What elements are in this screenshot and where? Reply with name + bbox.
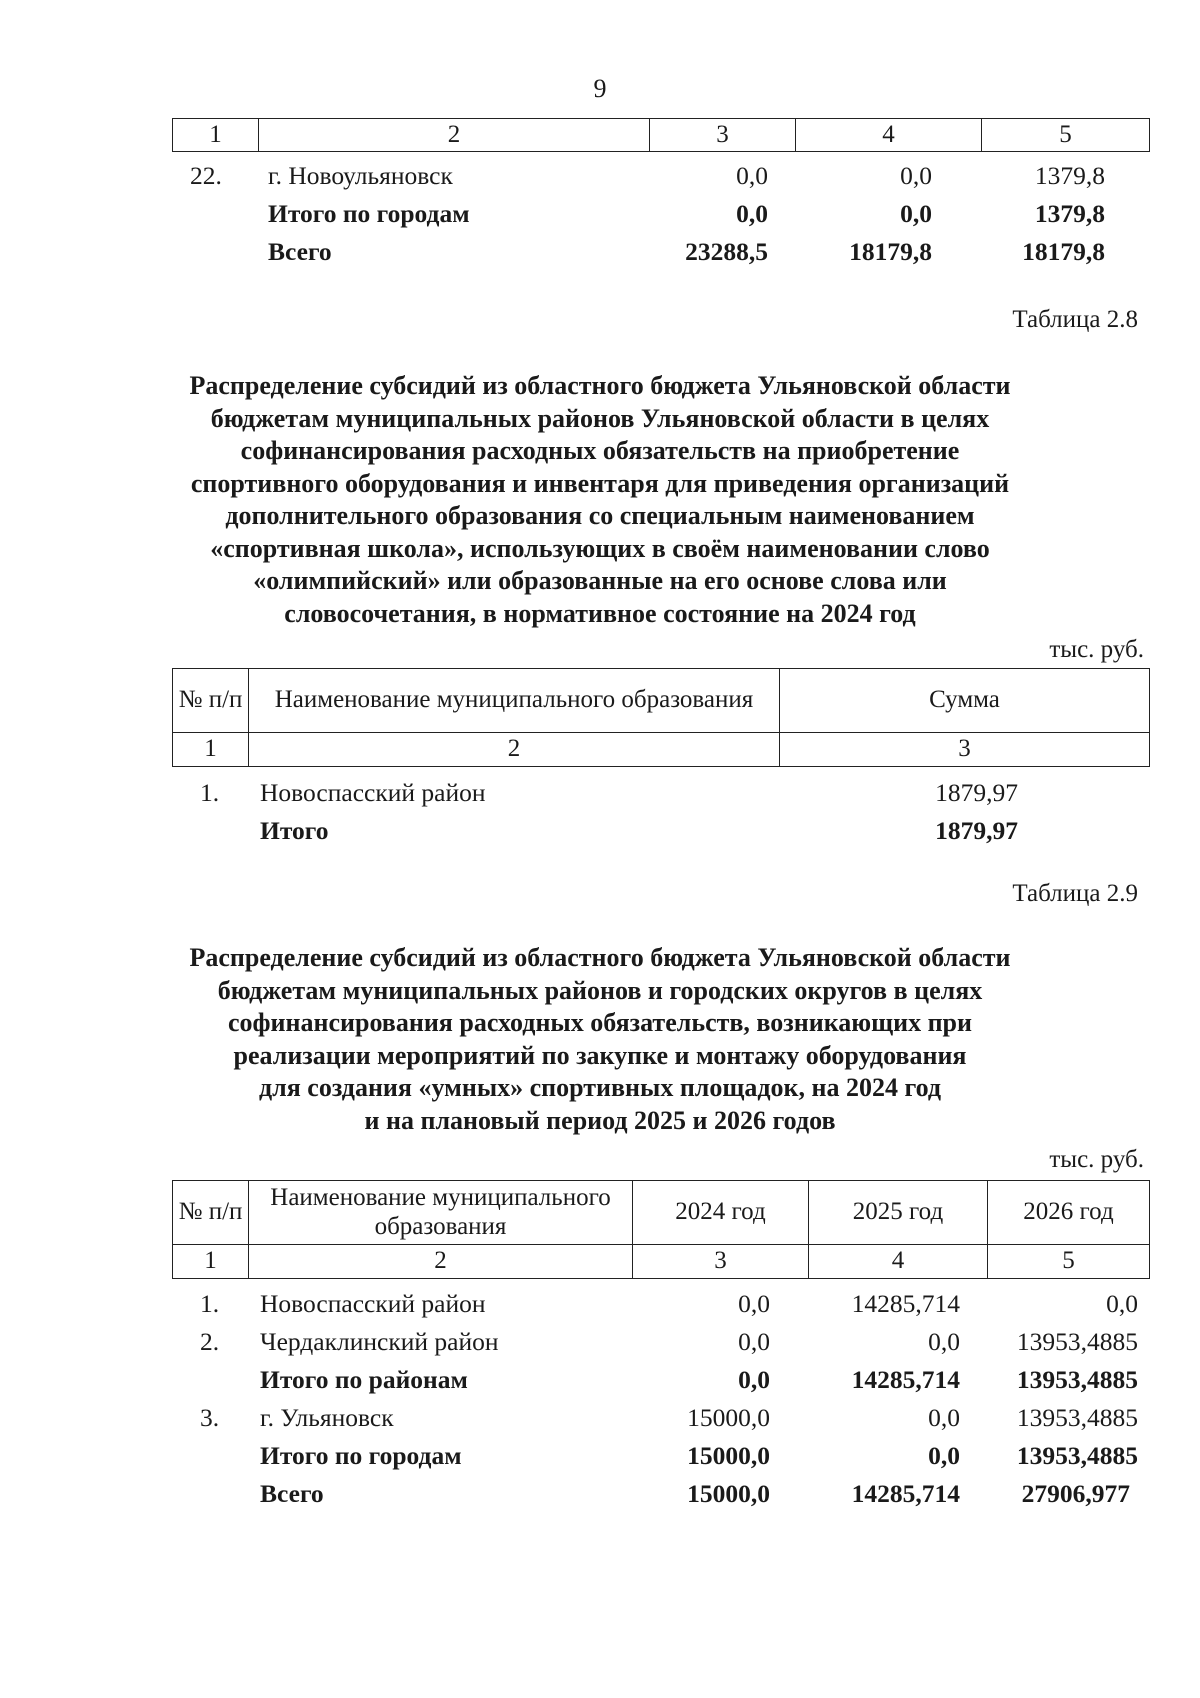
row-number: 3. [200,1403,220,1432]
index-cell: 1 [173,733,249,767]
title-line: бюджетам муниципальных районов и городских округов в целях [217,975,983,1005]
continuation-header-cell: 3 [650,119,796,152]
index-cell: 3 [633,1245,809,1279]
title-line: «олимпийский» или образованные на его основе слова или [253,566,947,595]
title-line: для создания «умных» спортивных площадок, на 2024 год [258,1073,942,1102]
row-name: г. Новоульяновск [268,161,453,190]
table-2-8-header [172,668,1150,767]
row-value: 13953,4885 [1016,1327,1138,1356]
table-row [0,196,1200,232]
table-row [0,1400,1200,1436]
row-value: 1379,8 [1034,161,1105,190]
row-value: 18179,8 [1022,237,1105,266]
row-value: 15000,0 [687,1441,770,1470]
row-value: 0,0 [736,161,768,190]
units-label: тыс. руб. [1049,1146,1144,1173]
header-year-2024: 2024 год [633,1181,809,1245]
row-value: 1879,97 [935,778,1018,807]
continuation-header-cell: 1 [173,119,259,152]
row-name: Всего [260,1479,324,1508]
row-number: 2. [200,1327,220,1356]
row-name: Итого по районам [260,1365,468,1394]
row-value: 0,0 [736,199,768,228]
row-value: 0,0 [928,1441,960,1470]
title-line: бюджетам муниципальных районов Ульяновской области в целях [210,403,990,433]
continuation-header-cell: 4 [796,119,982,152]
row-name: Чердаклинский район [260,1327,499,1356]
header-year-2026: 2026 год [988,1181,1150,1245]
header-number: № п/п [173,669,249,733]
row-value: 18179,8 [849,237,932,266]
continuation-header-table [172,118,1150,152]
row-name: Всего [268,237,332,266]
title-line: спортивного оборудования и инвентаря для приведения организаций [190,468,1010,498]
row-value: 13953,4885 [1016,1441,1138,1470]
row-value: 0,0 [738,1365,770,1394]
table-label-2-8: Таблица 2.8 [1012,306,1138,333]
row-value: 1379,8 [1034,199,1105,228]
title-line: дополнительного образования со специальным наименованием [225,501,975,530]
row-value: 0,0 [928,1327,960,1356]
continuation-header-cell: 5 [982,119,1150,152]
table-2-9-header [172,1180,1150,1279]
index-cell: 4 [809,1245,988,1279]
row-value: 0,0 [928,1403,960,1432]
row-value: 0,0 [900,161,932,190]
title-line: словосочетания, в нормативное состояние на 2024 год [284,598,916,628]
index-cell: 3 [780,733,1150,767]
table-row [0,775,1200,811]
index-cell: 1 [173,1245,249,1279]
row-name: г. Ульяновск [260,1403,394,1432]
continuation-header-cell: 2 [259,119,650,152]
table-row [0,1362,1200,1398]
row-number: 22. [190,161,222,190]
row-value: 15000,0 [687,1479,770,1508]
table-row [0,234,1200,270]
row-value: 0,0 [1106,1289,1138,1318]
index-cell: 5 [988,1245,1150,1279]
row-number: 1. [200,1289,220,1318]
table-2-9-title [140,942,1060,1137]
table-row [0,813,1200,849]
row-value: 13953,4885 [1016,1365,1138,1394]
header-name: Наименование муниципального образования [249,1181,633,1245]
table-row [0,1476,1200,1512]
page-number: 9 [593,74,607,103]
row-name: Итого [260,816,329,845]
table-row [0,1286,1200,1322]
header-number: № п/п [173,1181,249,1245]
row-name: Новоспасский район [260,778,486,807]
row-value: 0,0 [738,1289,770,1318]
title-line: «спортивная школа», использующих в своём наименовании слово [210,533,990,563]
title-line: софинансирования расходных обязательств на приобретение [240,436,960,465]
row-value: 27906,977 [1021,1479,1130,1508]
title-line: и на плановый период 2025 и 2026 годов [364,1105,836,1135]
title-line: Распределение субсидий из областного бюджета Ульяновской области [189,371,1011,400]
table-row [0,158,1200,194]
table-2-8-title [140,370,1060,630]
row-value: 1879,97 [935,816,1018,845]
header-name: Наименование муниципального образования [249,669,780,733]
table-label-2-9: Таблица 2.9 [1012,880,1138,907]
index-cell: 2 [249,1245,633,1279]
row-name: Итого по городам [268,199,470,228]
title-line: софинансирования расходных обязательств, возникающих при [228,1008,972,1037]
header-year-2025: 2025 год [809,1181,988,1245]
header-sum: Сумма [780,669,1150,733]
table-row [0,1438,1200,1474]
units-label: тыс. руб. [1049,636,1144,663]
row-value: 23288,5 [685,237,768,266]
title-line: Распределение субсидий из областного бюджета Ульяновской области [189,943,1011,972]
row-number: 1. [200,778,220,807]
row-value: 0,0 [738,1327,770,1356]
row-value: 13953,4885 [1016,1403,1138,1432]
row-value: 14285,714 [851,1365,960,1394]
row-value: 15000,0 [687,1403,770,1432]
row-value: 14285,714 [851,1479,960,1508]
row-value: 14285,714 [851,1289,960,1318]
title-line: реализации мероприятий по закупке и монтажу оборудования [233,1040,967,1070]
index-cell: 2 [249,733,780,767]
row-name: Новоспасский район [260,1289,486,1318]
row-name: Итого по городам [260,1441,462,1470]
table-row [0,1324,1200,1360]
row-value: 0,0 [900,199,932,228]
